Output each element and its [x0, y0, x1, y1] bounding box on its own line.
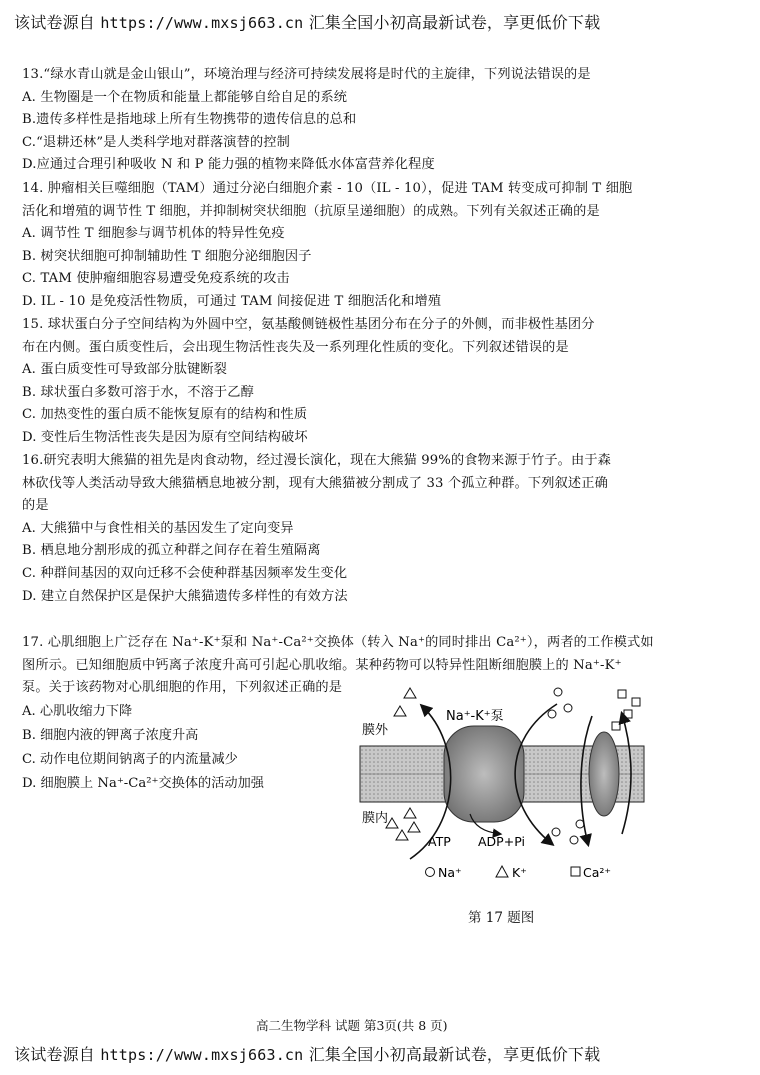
question-stem: 15. 球状蛋白分子空间结构为外圆中空，氨基酸侧链极性基团分布在分子的外侧，而非极性基团分	[22, 317, 595, 332]
membrane-transport-diagram	[352, 684, 652, 894]
banner-url[interactable]: https://www.mxsj663.cn	[100, 14, 304, 32]
option-a: A. 大熊猫中与食性相关的基因发生了定向变异	[22, 520, 294, 536]
option-b: B. 树突状细胞可抑制辅助性 T 细胞分泌细胞因子	[22, 248, 312, 264]
na-ion	[552, 828, 560, 836]
k-ion	[408, 822, 420, 832]
inside-label: 膜内	[362, 811, 389, 826]
option-a: A. 调节性 T 细胞参与调节机体的特异性免疫	[22, 226, 285, 242]
ca-ion	[618, 690, 626, 698]
k-ion	[404, 808, 416, 818]
option-d: D. 变性后生物活性丧失是因为原有空间结构破坏	[22, 429, 308, 445]
banner-suffix: 汇集全国小初高最新试卷，享更低价下载	[308, 13, 601, 32]
question-14	[22, 178, 722, 314]
na-k-pump	[444, 726, 524, 822]
question-stem: 17. 心肌细胞上广泛存在 Na⁺-K⁺泵和 Na⁺-Ca²⁺交换体（转入 Na⁺的同时排出 Ca²⁺），两者的工作模式如	[22, 635, 654, 650]
na-ion	[564, 704, 572, 712]
figure-caption: 第 17 题图	[468, 910, 535, 926]
option-c: C. 种群间基因的双向迁移不会使种群基因频率发生变化	[22, 565, 348, 581]
option-b: B. 球状蛋白多数可溶于水，不溶于乙醇	[22, 384, 254, 400]
atp-label: ATP	[428, 834, 451, 849]
page-footer: 高二生物学科 试题 第3页(共 8 页)	[256, 1018, 448, 1033]
option-a: A. 蛋白质变性可导致部分肽键断裂	[22, 362, 228, 378]
question-stem: 16.研究表明大熊猫的祖先是肉食动物，经过漫长演化，现在大熊猫 99%的食物来源于竹子。由于森	[22, 453, 612, 468]
option-a: A. 生物圈是一个在物质和能量上都能够自给自足的系统	[22, 89, 348, 105]
pump-label: Na⁺-K⁺泵	[446, 709, 504, 724]
legend-ca-symbol	[571, 867, 580, 876]
na-ca-exchanger	[589, 732, 619, 816]
ca-ion	[624, 710, 632, 718]
option-b: B.遗传多样性是指地球上所有生物携带的遗传信息的总和	[22, 112, 357, 128]
ca-ion	[612, 722, 620, 730]
banner-url[interactable]: https://www.mxsj663.cn	[100, 1046, 304, 1064]
legend-k-label: K⁺	[512, 865, 527, 880]
k-ion	[394, 706, 406, 716]
question-stem: 林砍伐等人类活动导致大熊猫栖息地被分割，现有大熊猫被分割成了 33 个孤立种群。下列叙述正确	[22, 475, 608, 491]
banner-suffix: 汇集全国小初高最新试卷，享更低价下载	[308, 1045, 601, 1064]
question-13	[22, 64, 722, 177]
option-b: B. 栖息地分割形成的孤立种群之间存在着生殖隔离	[22, 543, 321, 559]
option-c: C. 动作电位期间钠离子的内流量减少	[22, 752, 238, 767]
option-c: C.“退耕还林”是人类科学地对群落演替的控制	[22, 134, 290, 150]
outside-label: 膜外	[362, 723, 389, 738]
adp-label: ADP+Pi	[478, 834, 525, 849]
option-d: D. IL - 10 是免疫活性物质，可通过 TAM 间接促进 T 细胞活化和增殖	[22, 293, 442, 309]
option-c: C. 加热变性的蛋白质不能恢复原有的结构和性质	[22, 407, 308, 423]
na-ion	[570, 836, 578, 844]
question-stem: 泵。关于该药物对心肌细胞的作用，下列叙述正确的是	[22, 680, 343, 696]
legend-k-symbol	[496, 866, 508, 877]
na-ion	[576, 820, 584, 828]
banner-bottom	[14, 1042, 600, 1065]
option-b: B. 细胞内液的钾离子浓度升高	[22, 728, 199, 743]
question-stem: 13.“绿水青山就是金山银山”，环境治理与经济可持续发展将是时代的主旋律，下列说法错误的是	[22, 67, 591, 82]
legend-na-symbol	[426, 868, 435, 877]
banner-top	[14, 10, 600, 33]
question-16	[22, 450, 722, 608]
k-ion	[396, 830, 408, 840]
banner-prefix: 该试卷源自	[14, 13, 96, 32]
ca-ion	[632, 698, 640, 706]
question-stem: 图所示。已知细胞质中钙离子浓度升高可引起心肌收缩。某种药物可以特异性阻断细胞膜上的 Na⁺-K⁺	[22, 657, 622, 673]
k-ion	[404, 688, 416, 698]
legend-na-label: Na⁺	[438, 865, 462, 880]
na-ion	[548, 710, 556, 718]
question-stem: 14. 肿瘤相关巨噬细胞（TAM）通过分泌白细胞介素 - 10（IL - 10），促进 TAM 转变成可抑制 T 细胞	[22, 181, 633, 196]
na-ion	[554, 688, 562, 696]
banner-prefix: 该试卷源自	[14, 1045, 96, 1064]
question-17-options	[22, 700, 264, 796]
question-15	[22, 314, 722, 450]
option-d: D. 建立自然保护区是保护大熊猫遗传多样性的有效方法	[22, 588, 348, 604]
question-stem: 活化和增殖的调节性 T 细胞，并抑制树突状细胞（抗原呈递细胞）的成熟。下列有关叙述正确的是	[22, 203, 600, 219]
option-a: A. 心肌收缩力下降	[22, 704, 133, 719]
option-d: D. 细胞膜上 Na⁺-Ca²⁺交换体的活动加强	[22, 776, 264, 791]
option-d: D.应通过合理引种吸收 N 和 P 能力强的植物来降低水体富营养化程度	[22, 157, 435, 173]
option-c: C. TAM 使肿瘤细胞容易遭受免疫系统的攻击	[22, 271, 290, 287]
question-stem: 的是	[22, 498, 49, 514]
question-stem: 布在内侧。蛋白质变性后，会出现生物活性丧失及一系列理化性质的变化。下列叙述错误的是	[22, 339, 569, 355]
legend-ca-label: Ca²⁺	[583, 865, 611, 880]
